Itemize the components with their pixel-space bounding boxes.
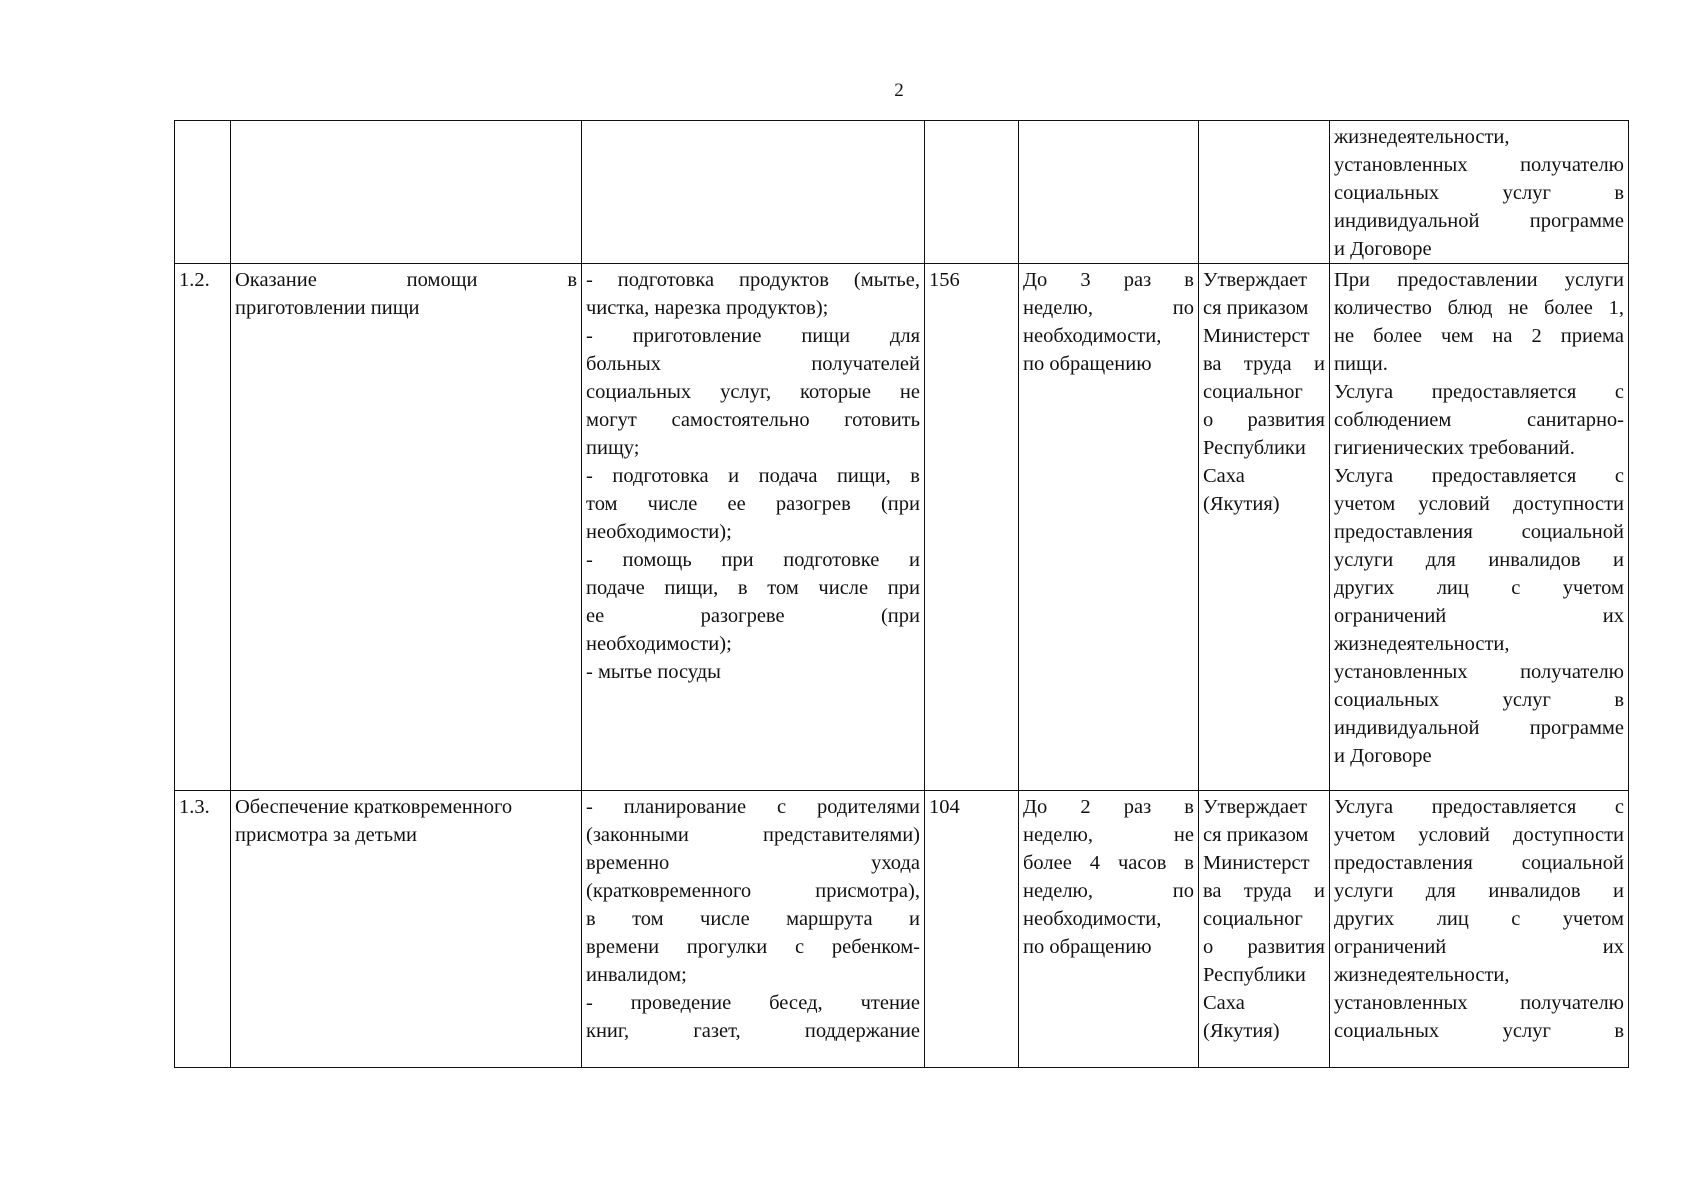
cell-line: Саха: [1203, 465, 1245, 487]
cell-line: ва труда и: [1203, 353, 1325, 375]
cell-line: ва труда и: [1203, 880, 1325, 902]
cell-line: учетом условий доступности: [1334, 824, 1624, 846]
cell-line: чистка, нарезка продуктов);: [586, 297, 829, 319]
cell-line: и Договоре: [1334, 238, 1432, 260]
cell-line: ограничений их: [1334, 936, 1624, 958]
cell-line: необходимости);: [586, 633, 732, 655]
tariff-cell: [1199, 791, 1330, 1068]
cell-line: - проведение бесед, чтение: [586, 992, 920, 1014]
cell-line: социальных услуг, которые не: [586, 381, 920, 403]
cell-line: том числе ее разогрев (при: [586, 493, 920, 515]
cell-line: социальных услуг в: [1334, 689, 1624, 711]
cell-line: больных получателей: [586, 353, 920, 375]
service-content-cell: [582, 121, 925, 264]
cell-line: неделю, по: [1023, 880, 1194, 902]
cell-line: Обеспечение кратковременного: [235, 796, 513, 818]
cell-line: о развития: [1203, 409, 1325, 431]
cell-line: - подготовка и подача пищи, в: [586, 465, 920, 487]
cell-line: других лиц с учетом: [1334, 577, 1624, 599]
cell-line: гигиенических требований.: [1334, 437, 1575, 459]
cell-line: индивидуальной программе: [1334, 717, 1624, 739]
service-amount-cell: 104: [925, 791, 1019, 1068]
cell-line: Министерст: [1203, 325, 1310, 347]
cell-line: - мытье посуды: [586, 661, 721, 683]
service-name-cell: [231, 264, 582, 791]
service-amount-cell: 156: [925, 264, 1019, 791]
cell-line: ся приказом: [1203, 297, 1309, 319]
cell-line: пищу;: [586, 437, 640, 459]
conditions-cell: [1330, 121, 1629, 264]
cell-line: ся приказом: [1203, 824, 1309, 846]
cell-line: необходимости);: [586, 521, 732, 543]
tariff-cell: [1199, 264, 1330, 791]
cell-line: ее разогреве (при: [586, 605, 920, 627]
service-amount-cell: [925, 121, 1019, 264]
cell-line: - помощь при подготовке и: [586, 549, 920, 571]
cell-line: Услуга предоставляется с: [1334, 465, 1624, 487]
cell-line: временно ухода: [586, 852, 920, 874]
row-number-cell: [175, 121, 231, 264]
frequency-cell: [1019, 791, 1199, 1068]
table-row: [175, 791, 1629, 1068]
cell-line: необходимости,: [1023, 325, 1162, 347]
cell-line: - подготовка продуктов (мытье,: [586, 269, 920, 291]
cell-line: - планирование с родителями: [586, 796, 920, 818]
service-name-cell: [231, 121, 582, 264]
cell-line: Услуга предоставляется с: [1334, 796, 1624, 818]
row-number-cell: 1.2.: [175, 264, 231, 791]
frequency-cell: [1019, 264, 1199, 791]
cell-line: социальных услуг в: [1334, 182, 1624, 204]
conditions-cell: [1330, 791, 1629, 1068]
cell-line: пищи.: [1334, 353, 1388, 375]
cell-line: ограничений их: [1334, 605, 1624, 627]
cell-line: услуги для инвалидов и: [1334, 880, 1624, 902]
cell-line: Саха: [1203, 992, 1245, 1014]
cell-line: присмотра за детьми: [235, 824, 418, 846]
cell-line: жизнедеятельности,: [1334, 633, 1510, 655]
cell-line: Оказание помощи в: [235, 269, 577, 291]
cell-line: количество блюд не более 1,: [1334, 297, 1624, 319]
cell-line: более 4 часов в: [1023, 852, 1194, 874]
table-row: [175, 121, 1629, 264]
cell-line: жизнедеятельности,: [1334, 964, 1510, 986]
cell-line: До 2 раз в: [1023, 796, 1194, 818]
cell-line: Министерст: [1203, 852, 1310, 874]
cell-line: приготовлении пищи: [235, 297, 420, 319]
cell-line: и Договоре: [1334, 745, 1432, 767]
cell-line: установленных получателю: [1334, 661, 1624, 683]
cell-line: в том числе маршрута и: [586, 908, 920, 930]
cell-line: не более чем на 2 приема: [1334, 325, 1624, 347]
cell-line: Утверждает: [1203, 796, 1308, 818]
cell-line: социальног: [1203, 908, 1303, 930]
page-number: 2: [894, 80, 904, 101]
table-row: [175, 264, 1629, 791]
cell-line: установленных получателю: [1334, 992, 1624, 1014]
cell-line: необходимости,: [1023, 908, 1162, 930]
cell-line: установленных получателю: [1334, 154, 1624, 176]
row-number-cell: 1.3.: [175, 791, 231, 1068]
cell-line: подаче пищи, в том числе при: [586, 577, 920, 599]
cell-line: по обращению: [1023, 353, 1152, 375]
cell-line: - приготовление пищи для: [586, 325, 920, 347]
cell-line: Утверждает: [1203, 269, 1308, 291]
cell-line: услуги для инвалидов и: [1334, 549, 1624, 571]
cell-line: предоставления социальной: [1334, 521, 1624, 543]
cell-line: социальных услуг в: [1334, 1020, 1624, 1042]
cell-line: инвалидом;: [586, 964, 687, 986]
frequency-cell: [1019, 121, 1199, 264]
cell-line: неделю, по: [1023, 297, 1194, 319]
cell-line: индивидуальной программе: [1334, 210, 1624, 232]
cell-line: о развития: [1203, 936, 1325, 958]
cell-line: неделю, не: [1023, 824, 1194, 846]
cell-line: Республики: [1203, 964, 1306, 986]
cell-line: При предоставлении услуги: [1334, 269, 1624, 291]
cell-line: учетом условий доступности: [1334, 493, 1624, 515]
cell-line: по обращению: [1023, 936, 1152, 958]
cell-line: книг, газет, поддержание: [586, 1020, 920, 1042]
cell-line: могут самостоятельно готовить: [586, 409, 920, 431]
service-name-cell: [231, 791, 582, 1068]
cell-line: До 3 раз в: [1023, 269, 1194, 291]
cell-line: социальног: [1203, 381, 1303, 403]
cell-line: других лиц с учетом: [1334, 908, 1624, 930]
cell-line: (Якутия): [1203, 1020, 1280, 1042]
cell-line: Услуга предоставляется с: [1334, 381, 1624, 403]
cell-line: соблюдением санитарно-: [1334, 409, 1624, 431]
cell-line: предоставления социальной: [1334, 852, 1624, 874]
service-content-cell: [582, 264, 925, 791]
cell-line: времени прогулки с ребенком-: [586, 936, 920, 958]
conditions-cell: [1330, 264, 1629, 791]
services-table: [174, 120, 1629, 1068]
tariff-cell: [1199, 121, 1330, 264]
cell-line: Республики: [1203, 437, 1306, 459]
cell-line: (Якутия): [1203, 493, 1280, 515]
cell-line: жизнедеятельности,: [1334, 126, 1510, 148]
cell-line: (законными представителями): [586, 824, 920, 846]
service-content-cell: [582, 791, 925, 1068]
cell-line: (кратковременного присмотра),: [586, 880, 920, 902]
